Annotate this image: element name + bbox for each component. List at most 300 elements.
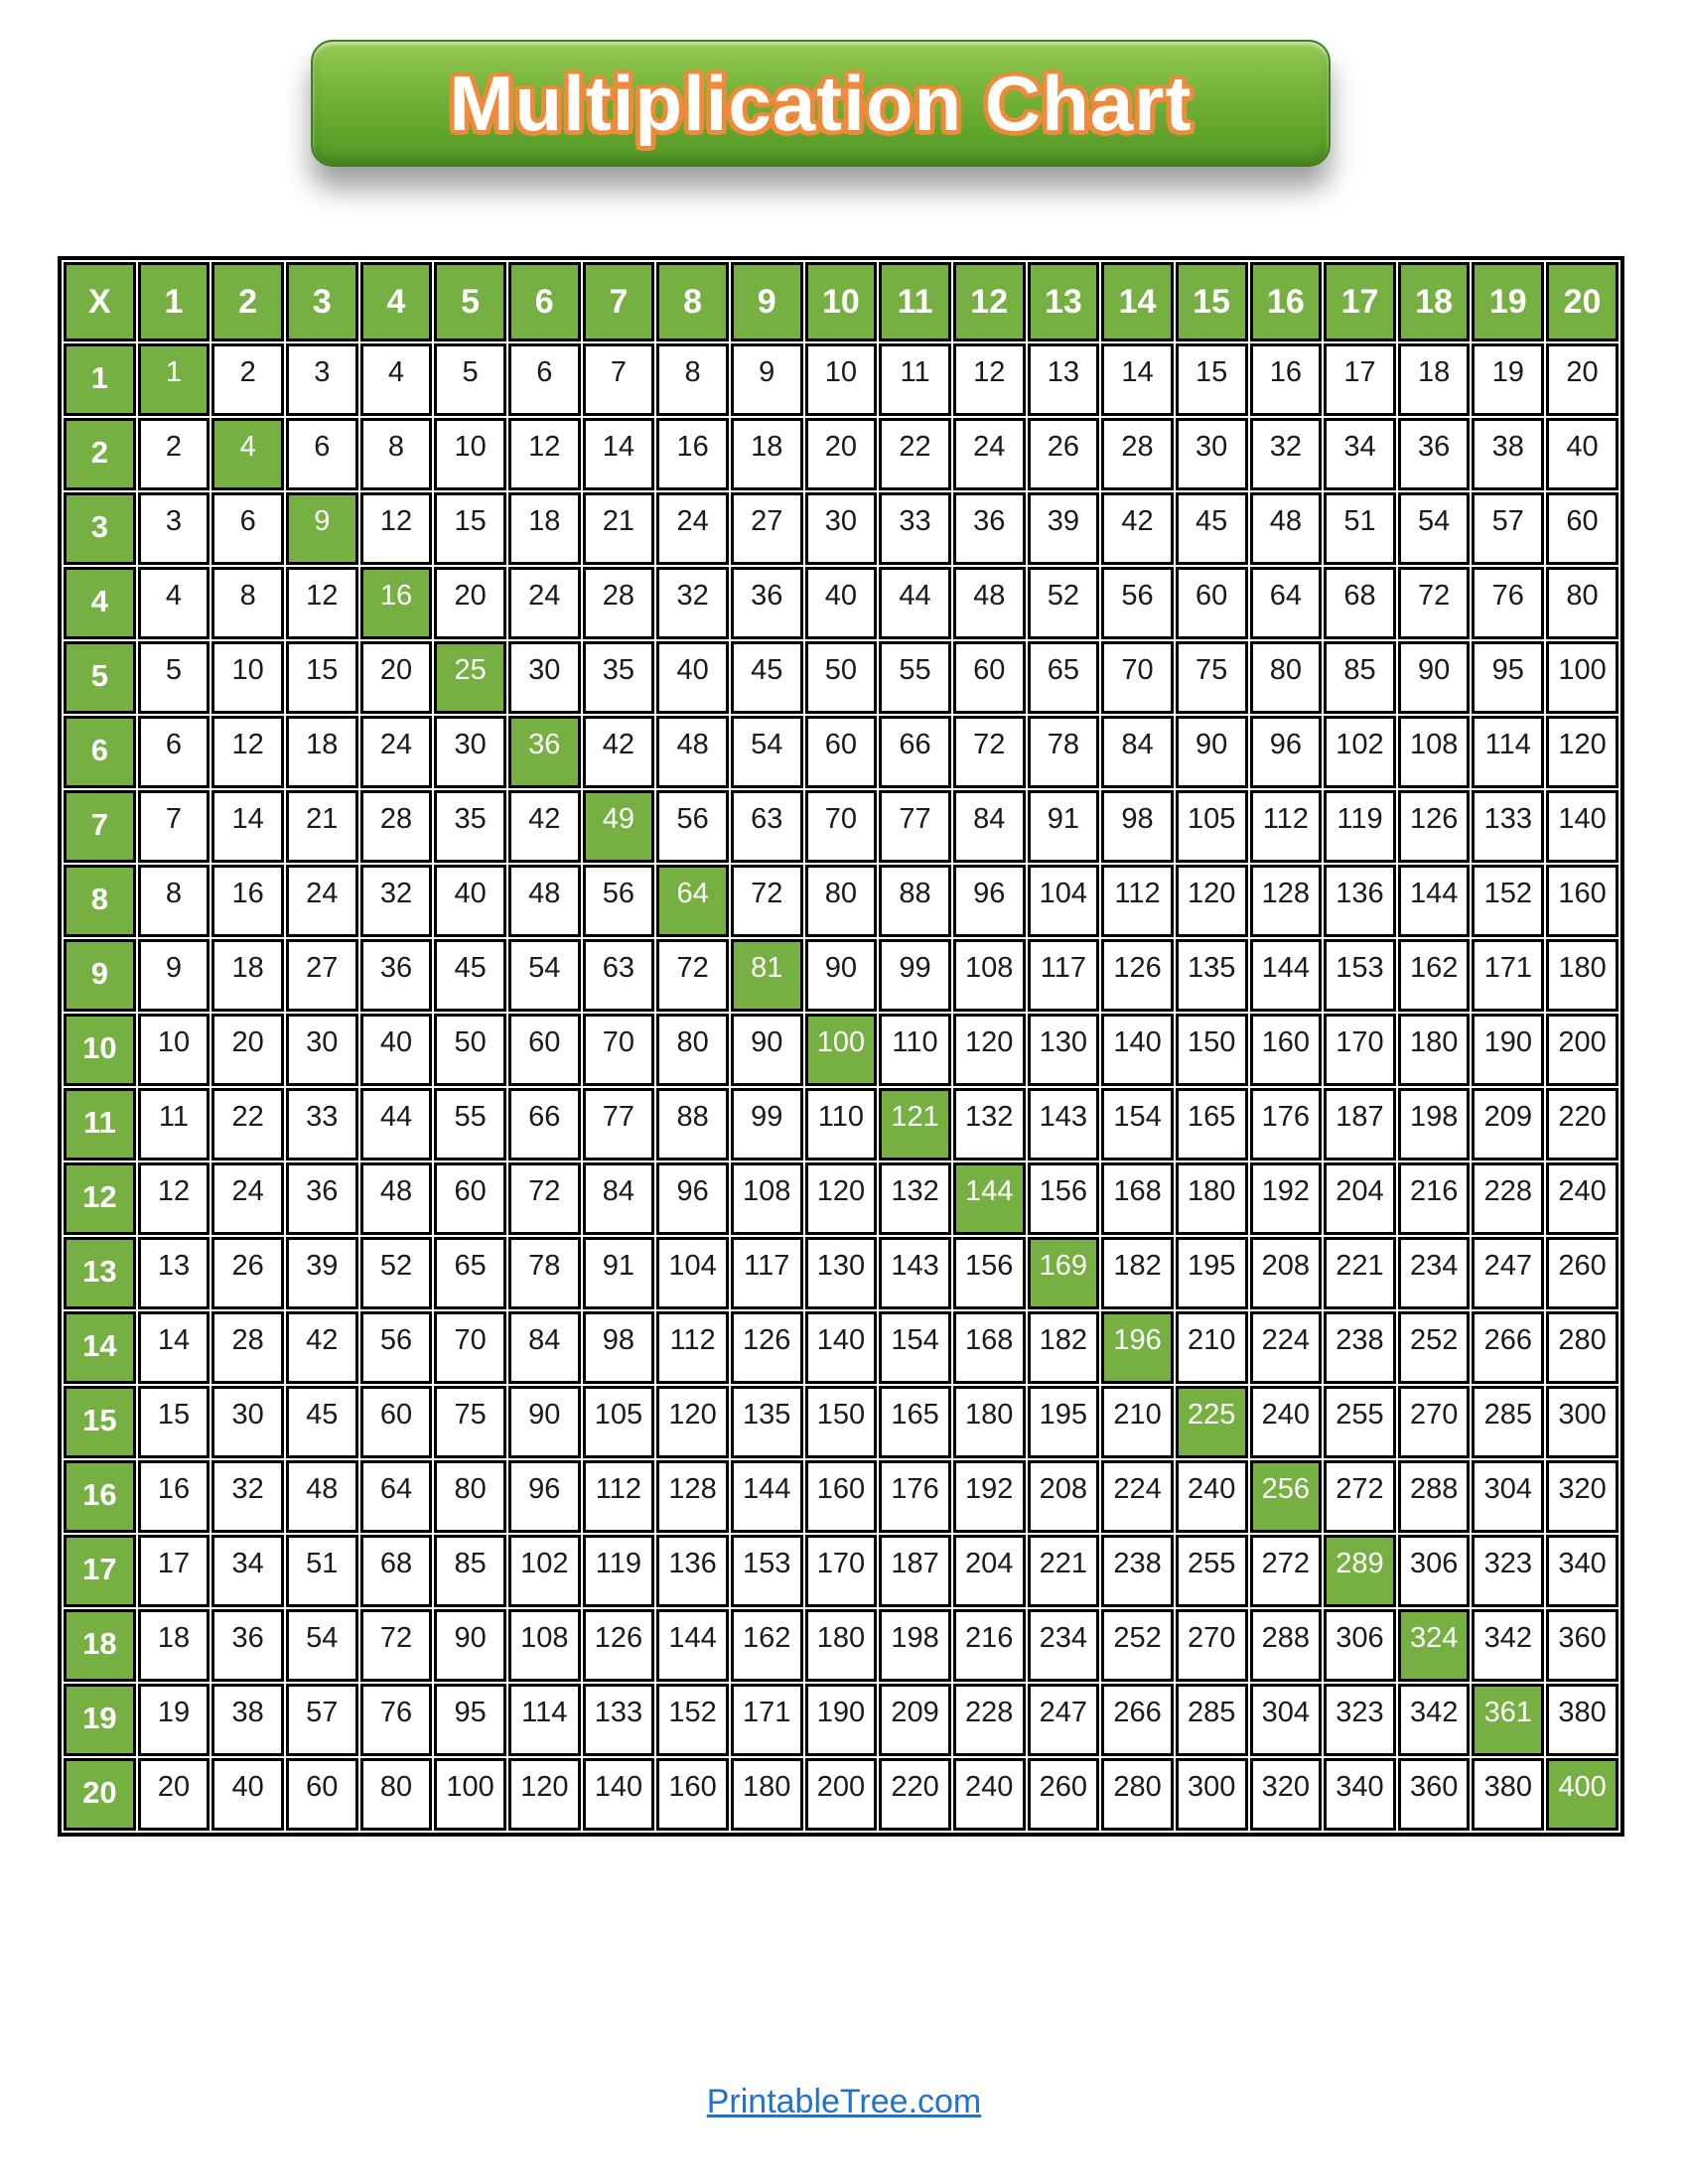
product-cell: 5 (434, 343, 506, 416)
product-cell: 60 (434, 1162, 506, 1235)
product-cell: 90 (731, 1014, 803, 1086)
product-cell: 126 (1101, 939, 1174, 1012)
product-cell: 90 (434, 1609, 506, 1682)
product-cell: 42 (286, 1311, 358, 1384)
table-row (64, 1237, 1618, 1309)
product-cell: 28 (1101, 418, 1174, 490)
product-cell: 22 (879, 418, 951, 490)
product-cell: 126 (731, 1311, 803, 1384)
product-cell: 6 (508, 343, 581, 416)
product-cell: 176 (879, 1460, 951, 1533)
product-cell: 14 (1101, 343, 1174, 416)
product-cell: 80 (1546, 567, 1618, 639)
product-cell: 304 (1250, 1684, 1323, 1756)
product-cell: 304 (1472, 1460, 1544, 1533)
product-cell: 18 (508, 492, 581, 565)
product-cell: 35 (434, 790, 506, 863)
product-cell: 14 (211, 790, 284, 863)
product-cell: 140 (1546, 790, 1618, 863)
product-cell: 187 (1324, 1088, 1396, 1160)
column-header-cell: 6 (508, 262, 581, 341)
product-cell: 24 (656, 492, 729, 565)
product-cell: 30 (1176, 418, 1248, 490)
table-row (64, 418, 1618, 490)
product-cell: 220 (879, 1758, 951, 1831)
product-cell: 220 (1546, 1088, 1618, 1160)
product-cell: 8 (656, 343, 729, 416)
product-cell: 45 (1176, 492, 1248, 565)
product-cell: 3 (138, 492, 211, 565)
page-title: Multiplication Chart (449, 59, 1193, 147)
product-cell: 90 (805, 939, 878, 1012)
product-cell: 7 (138, 790, 211, 863)
product-cell: 66 (508, 1088, 581, 1160)
product-cell: 3 (286, 343, 358, 416)
row-header-cell: 7 (64, 790, 136, 863)
product-cell: 20 (360, 641, 433, 714)
product-cell: 136 (1324, 865, 1396, 937)
product-cell: 234 (1398, 1237, 1471, 1309)
table-body (64, 343, 1618, 1831)
product-cell: 133 (1472, 790, 1544, 863)
product-cell: 192 (953, 1460, 1026, 1533)
product-cell: 36 (286, 1162, 358, 1235)
product-cell: 171 (731, 1684, 803, 1756)
product-cell: 30 (434, 716, 506, 788)
row-header-cell: 16 (64, 1460, 136, 1533)
product-cell: 340 (1546, 1535, 1618, 1607)
table-row (64, 1014, 1618, 1086)
product-cell: 136 (656, 1535, 729, 1607)
product-cell: 10 (434, 418, 506, 490)
product-cell: 95 (1472, 641, 1544, 714)
product-cell: 56 (583, 865, 655, 937)
product-cell: 143 (879, 1237, 951, 1309)
product-cell: 15 (138, 1386, 211, 1458)
product-cell: 13 (138, 1237, 211, 1309)
product-cell: 32 (360, 865, 433, 937)
row-header-cell: 1 (64, 343, 136, 416)
product-cell: 360 (1398, 1758, 1471, 1831)
product-cell: 81 (731, 939, 803, 1012)
product-cell: 30 (805, 492, 878, 565)
product-cell: 56 (360, 1311, 433, 1384)
product-cell: 65 (1028, 641, 1100, 714)
product-cell: 238 (1324, 1311, 1396, 1384)
table-row (64, 1535, 1618, 1607)
product-cell: 48 (953, 567, 1026, 639)
column-header-cell: 10 (805, 262, 878, 341)
product-cell: 10 (138, 1014, 211, 1086)
product-cell: 88 (879, 865, 951, 937)
product-cell: 28 (211, 1311, 284, 1384)
product-cell: 20 (805, 418, 878, 490)
product-cell: 130 (805, 1237, 878, 1309)
product-cell: 285 (1472, 1386, 1544, 1458)
product-cell: 190 (805, 1684, 878, 1756)
table-row (64, 1460, 1618, 1533)
product-cell: 168 (1101, 1162, 1174, 1235)
product-cell: 51 (1324, 492, 1396, 565)
product-cell: 72 (1398, 567, 1471, 639)
row-header-cell: 18 (64, 1609, 136, 1682)
product-cell: 35 (583, 641, 655, 714)
product-cell: 132 (953, 1088, 1026, 1160)
column-header-cell: 2 (211, 262, 284, 341)
product-cell: 20 (434, 567, 506, 639)
product-cell: 288 (1398, 1460, 1471, 1533)
product-cell: 84 (953, 790, 1026, 863)
product-cell: 17 (1324, 343, 1396, 416)
product-cell: 204 (953, 1535, 1026, 1607)
product-cell: 255 (1324, 1386, 1396, 1458)
product-cell: 12 (360, 492, 433, 565)
product-cell: 55 (879, 641, 951, 714)
product-cell: 200 (805, 1758, 878, 1831)
product-cell: 104 (1028, 865, 1100, 937)
product-cell: 98 (1101, 790, 1174, 863)
product-cell: 180 (1176, 1162, 1248, 1235)
product-cell: 361 (1472, 1684, 1544, 1756)
product-cell: 60 (508, 1014, 581, 1086)
product-cell: 36 (953, 492, 1026, 565)
product-cell: 160 (805, 1460, 878, 1533)
product-cell: 40 (211, 1758, 284, 1831)
product-cell: 100 (1546, 641, 1618, 714)
product-cell: 40 (656, 641, 729, 714)
product-cell: 140 (805, 1311, 878, 1384)
product-cell: 228 (1472, 1162, 1544, 1235)
table-row (64, 1311, 1618, 1384)
product-cell: 84 (508, 1311, 581, 1384)
footer-link[interactable]: PrintableTree.com (706, 2083, 982, 2120)
product-cell: 44 (360, 1088, 433, 1160)
product-cell: 52 (360, 1237, 433, 1309)
product-cell: 192 (1250, 1162, 1323, 1235)
product-cell: 60 (1176, 567, 1248, 639)
product-cell: 91 (583, 1237, 655, 1309)
product-cell: 72 (656, 939, 729, 1012)
product-cell: 64 (656, 865, 729, 937)
product-cell: 320 (1546, 1460, 1618, 1533)
product-cell: 216 (953, 1609, 1026, 1682)
product-cell: 78 (1028, 716, 1100, 788)
product-cell: 119 (1324, 790, 1396, 863)
product-cell: 180 (1546, 939, 1618, 1012)
product-cell: 9 (286, 492, 358, 565)
table-row (64, 1684, 1618, 1756)
product-cell: 380 (1472, 1758, 1544, 1831)
product-cell: 95 (434, 1684, 506, 1756)
product-cell: 28 (360, 790, 433, 863)
product-cell: 160 (1250, 1014, 1323, 1086)
product-cell: 14 (138, 1311, 211, 1384)
product-cell: 120 (1546, 716, 1618, 788)
product-cell: 26 (211, 1237, 284, 1309)
product-cell: 12 (953, 343, 1026, 416)
row-header-cell: 13 (64, 1237, 136, 1309)
product-cell: 288 (1250, 1609, 1323, 1682)
product-cell: 240 (953, 1758, 1026, 1831)
product-cell: 54 (508, 939, 581, 1012)
product-cell: 216 (1398, 1162, 1471, 1235)
column-header-cell: 4 (360, 262, 433, 341)
row-header-cell: 15 (64, 1386, 136, 1458)
product-cell: 19 (138, 1684, 211, 1756)
product-cell: 120 (953, 1014, 1026, 1086)
column-header-cell: 19 (1472, 262, 1544, 341)
table-row (64, 1162, 1618, 1235)
row-header-cell: 20 (64, 1758, 136, 1831)
column-header-cell: 15 (1176, 262, 1248, 341)
product-cell: 156 (953, 1237, 1026, 1309)
product-cell: 26 (1028, 418, 1100, 490)
product-cell: 171 (1472, 939, 1544, 1012)
table-row (64, 1088, 1618, 1160)
column-header-cell: 11 (879, 262, 951, 341)
product-cell: 4 (360, 343, 433, 416)
product-cell: 108 (953, 939, 1026, 1012)
product-cell: 110 (805, 1088, 878, 1160)
product-cell: 342 (1398, 1684, 1471, 1756)
product-cell: 80 (434, 1460, 506, 1533)
product-cell: 150 (1176, 1014, 1248, 1086)
product-cell: 6 (211, 492, 284, 565)
product-cell: 121 (879, 1088, 951, 1160)
column-header-cell: 9 (731, 262, 803, 341)
column-header-cell: 16 (1250, 262, 1323, 341)
product-cell: 400 (1546, 1758, 1618, 1831)
product-cell: 42 (583, 716, 655, 788)
table-row (64, 1609, 1618, 1682)
product-cell: 40 (360, 1014, 433, 1086)
product-cell: 360 (1546, 1609, 1618, 1682)
product-cell: 132 (879, 1162, 951, 1235)
product-cell: 75 (1176, 641, 1248, 714)
product-cell: 9 (138, 939, 211, 1012)
product-cell: 4 (138, 567, 211, 639)
table-row (64, 939, 1618, 1012)
product-cell: 48 (656, 716, 729, 788)
product-cell: 256 (1250, 1460, 1323, 1533)
product-cell: 63 (731, 790, 803, 863)
product-cell: 15 (286, 641, 358, 714)
product-cell: 2 (138, 418, 211, 490)
column-header-cell: 17 (1324, 262, 1396, 341)
product-cell: 228 (953, 1684, 1026, 1756)
product-cell: 240 (1546, 1162, 1618, 1235)
product-cell: 18 (138, 1609, 211, 1682)
column-header-cell: 1 (138, 262, 211, 341)
product-cell: 12 (211, 716, 284, 788)
product-cell: 144 (656, 1609, 729, 1682)
product-cell: 112 (583, 1460, 655, 1533)
product-cell: 90 (508, 1386, 581, 1458)
table-row (64, 1386, 1618, 1458)
product-cell: 7 (583, 343, 655, 416)
product-cell: 15 (434, 492, 506, 565)
table-header-row (64, 262, 1618, 341)
product-cell: 270 (1398, 1386, 1471, 1458)
product-cell: 40 (805, 567, 878, 639)
footer (0, 2083, 1688, 2121)
product-cell: 153 (731, 1535, 803, 1607)
product-cell: 39 (286, 1237, 358, 1309)
product-cell: 80 (805, 865, 878, 937)
product-cell: 57 (286, 1684, 358, 1756)
product-cell: 48 (360, 1162, 433, 1235)
product-cell: 60 (286, 1758, 358, 1831)
column-header-cell: 5 (434, 262, 506, 341)
product-cell: 380 (1546, 1684, 1618, 1756)
product-cell: 14 (583, 418, 655, 490)
product-cell: 5 (138, 641, 211, 714)
product-cell: 56 (656, 790, 729, 863)
product-cell: 108 (1398, 716, 1471, 788)
table-row (64, 790, 1618, 863)
product-cell: 100 (434, 1758, 506, 1831)
product-cell: 4 (211, 418, 284, 490)
product-cell: 48 (1250, 492, 1323, 565)
product-cell: 11 (879, 343, 951, 416)
product-cell: 272 (1250, 1535, 1323, 1607)
product-cell: 135 (731, 1386, 803, 1458)
product-cell: 16 (138, 1460, 211, 1533)
row-header-cell: 9 (64, 939, 136, 1012)
product-cell: 144 (953, 1162, 1026, 1235)
product-cell: 272 (1324, 1460, 1396, 1533)
product-cell: 154 (1101, 1088, 1174, 1160)
product-cell: 72 (508, 1162, 581, 1235)
product-cell: 152 (656, 1684, 729, 1756)
product-cell: 96 (1250, 716, 1323, 788)
row-header-cell: 8 (64, 865, 136, 937)
product-cell: 105 (583, 1386, 655, 1458)
product-cell: 30 (508, 641, 581, 714)
product-cell: 57 (1472, 492, 1544, 565)
product-cell: 6 (286, 418, 358, 490)
product-cell: 16 (360, 567, 433, 639)
product-cell: 280 (1101, 1758, 1174, 1831)
product-cell: 24 (360, 716, 433, 788)
product-cell: 208 (1028, 1460, 1100, 1533)
product-cell: 50 (805, 641, 878, 714)
product-cell: 156 (1028, 1162, 1100, 1235)
product-cell: 72 (731, 865, 803, 937)
product-cell: 78 (508, 1237, 581, 1309)
product-cell: 209 (879, 1684, 951, 1756)
table-row (64, 1758, 1618, 1831)
product-cell: 238 (1101, 1535, 1174, 1607)
product-cell: 36 (508, 716, 581, 788)
product-cell: 105 (1176, 790, 1248, 863)
product-cell: 320 (1250, 1758, 1323, 1831)
column-header-cell: 13 (1028, 262, 1100, 341)
product-cell: 190 (1472, 1014, 1544, 1086)
row-header-cell: 10 (64, 1014, 136, 1086)
product-cell: 120 (508, 1758, 581, 1831)
row-header-cell: 4 (64, 567, 136, 639)
product-cell: 55 (434, 1088, 506, 1160)
product-cell: 126 (583, 1609, 655, 1682)
product-cell: 36 (1398, 418, 1471, 490)
row-header-cell: 5 (64, 641, 136, 714)
product-cell: 110 (879, 1014, 951, 1086)
product-cell: 66 (879, 716, 951, 788)
product-cell: 252 (1398, 1311, 1471, 1384)
product-cell: 38 (1472, 418, 1544, 490)
product-cell: 40 (434, 865, 506, 937)
product-cell: 240 (1176, 1460, 1248, 1533)
product-cell: 144 (731, 1460, 803, 1533)
product-cell: 8 (211, 567, 284, 639)
product-cell: 255 (1176, 1535, 1248, 1607)
product-cell: 280 (1546, 1311, 1618, 1384)
product-cell: 77 (879, 790, 951, 863)
product-cell: 114 (508, 1684, 581, 1756)
product-cell: 19 (1472, 343, 1544, 416)
product-cell: 34 (211, 1535, 284, 1607)
product-cell: 180 (731, 1758, 803, 1831)
product-cell: 102 (508, 1535, 581, 1607)
product-cell: 28 (583, 567, 655, 639)
product-cell: 128 (656, 1460, 729, 1533)
table-row (64, 492, 1618, 565)
product-cell: 112 (1250, 790, 1323, 863)
product-cell: 54 (286, 1609, 358, 1682)
product-cell: 130 (1028, 1014, 1100, 1086)
product-cell: 247 (1028, 1684, 1100, 1756)
product-cell: 234 (1028, 1609, 1100, 1682)
product-cell: 102 (1324, 716, 1396, 788)
product-cell: 200 (1546, 1014, 1618, 1086)
product-cell: 2 (211, 343, 284, 416)
product-cell: 195 (1176, 1237, 1248, 1309)
product-cell: 21 (286, 790, 358, 863)
product-cell: 204 (1324, 1162, 1396, 1235)
product-cell: 16 (211, 865, 284, 937)
product-cell: 162 (1398, 939, 1471, 1012)
column-header-cell: 8 (656, 262, 729, 341)
product-cell: 104 (656, 1237, 729, 1309)
product-cell: 34 (1324, 418, 1396, 490)
product-cell: 80 (1250, 641, 1323, 714)
product-cell: 98 (583, 1311, 655, 1384)
product-cell: 32 (211, 1460, 284, 1533)
product-cell: 112 (1101, 865, 1174, 937)
product-cell: 49 (583, 790, 655, 863)
product-cell: 306 (1324, 1609, 1396, 1682)
product-cell: 13 (1028, 343, 1100, 416)
product-cell: 10 (805, 343, 878, 416)
product-cell: 44 (879, 567, 951, 639)
product-cell: 75 (434, 1386, 506, 1458)
product-cell: 17 (138, 1535, 211, 1607)
product-cell: 8 (360, 418, 433, 490)
row-header-cell: 12 (64, 1162, 136, 1235)
product-cell: 12 (138, 1162, 211, 1235)
product-cell: 22 (211, 1088, 284, 1160)
product-cell: 180 (1398, 1014, 1471, 1086)
product-cell: 56 (1101, 567, 1174, 639)
product-cell: 70 (1101, 641, 1174, 714)
product-cell: 187 (879, 1535, 951, 1607)
product-cell: 48 (286, 1460, 358, 1533)
product-cell: 25 (434, 641, 506, 714)
product-cell: 300 (1176, 1758, 1248, 1831)
product-cell: 42 (1101, 492, 1174, 565)
product-cell: 15 (1176, 343, 1248, 416)
